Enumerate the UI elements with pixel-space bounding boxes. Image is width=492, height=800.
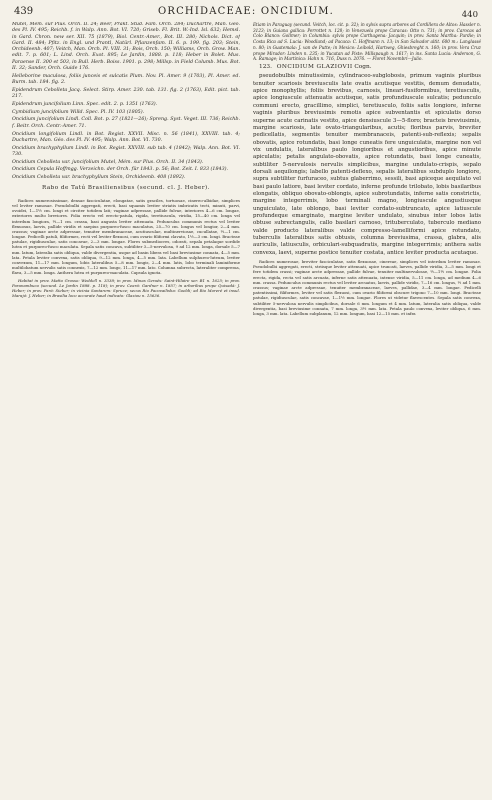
- left-column: [12, 22, 240, 782]
- synonymy-entry: Oncidium juncifolium Lindl. Coll. Bot. p. 27 (1821—26); Spreng. Syst. Veget. III. 736; Reichb. f. Beitr. Orch. Centr.-Amer. 71.: [12, 117, 240, 129]
- species-description: Radices numerosissimae, densae fasciculatae, elongatae, satis graciles, tortuosae, cinereo-albidae, simplices vel leviter ramosae. Pseudobulbi aggregati, erecti, basi squamis leviter striatis imbricatis tecti, minuti, parvi, ovoidei, 1—1½ cm. longi et circiter totidem lati; vaginae adpressae, pallide fulvae, interiores 4—6 cm. longae, exteriores multo breviores. Folia erecto vel erecto-patula, rigida, teretiuscula, viridia, 15—40 cm. longa vel interdum longiora, ½—1 cm. crassa, basi angusta leviter attenuata. Pedunculus communis rectus vel leviter flexuosus, laevis, pallide viridis et saepius purpureo-fusco maculatus, 25—70 cm. longus vel longior, 2—4 mm. crassus; vaginae arcte adpressae, tenuiter membranaceae, acutiusculae, multinerviosae, cucullatae, ½—1 cm. longae. Pedicelli patuli, filiformes, recti vel leviter flexuosi, cum ovario filiformi clavato, 1½—3 cm. longi. Bracteae patulae, rigidiusculae, satis concavae, 2—3 mm. longae. Flores submediocres, odorati, sepala petalaque sordide lutea et purpureo-fusco maculata. Sepala satis concava, subtiliter 3—5-nervulosa, 9 ad 12 mm. longa, dorsale 5—7 mm. latum, lateralia satis obliqua, valde divergentia, usque ad basin libera vel basi breviusime connata, 4—5 mm. lata. Petala leviter convexa, satis obliqua, 9—12 mm. longa, 4—5 mm. lata. Labellum sulphureo-luteum, leviter convexum, 11—17 mm. longum, lobis lateralibus 5—8 mm. longis, 2—4 mm. latis, lobo terminali laminiforme multilobatum nervulis satis connexis, 7—12 mm. longo, 11—17 mm. lato. Columna subrecta, lateraliter compressa, flava, 3—5 mm. longa. Anthera lutea et purpureo-maculata. Capsula ignota.: [12, 197, 240, 276]
- species-author: Cogn.: [354, 63, 372, 70]
- habitat-paragraph: Habitat in prov. Matto Grosso: Weddell n. 3338; in prov. Minas Geraës: Saint-Hilaire ser. B1 n. 1625; in prov. Paranambuco (secund. Le Jardin 1888. p. 118); in prov. Ceará: Gardner n. 1857; in arboribus prope Quixadá: J. Heber; in prov. Pará: Sieber; in vicinia Santarem: Spruce; secus Rio Pacovailisha: Goeldi; ad Rio Moreré et insul. Marajó: J. Heber; in Brasilia loco accurate haud indicato: Glaziou n. 15636.: [12, 277, 240, 299]
- page-number-right: 440: [461, 10, 478, 20]
- synonymy-list: [12, 22, 240, 181]
- synonymy-entry: Oncidium Cepula Hoffmgg. Verzeichn. der Orch. für 1843. p. 56; Bot. Zeit. I. 833 (1843).: [12, 167, 229, 173]
- synonymy-entry: Oncidium longifolium Lindl. in Bot. Regist. XXVII. Misc. n. 56 (1841), XXVIII. tab. 4; Duchartre, Man. Géo. des Pl. IV. 495; Walp. Ann. Bot. VI. 730.: [12, 131, 240, 143]
- synonymy-entry: Mutel, Mém. sur Plus. Orch. II. 24; Beer, Prakt. Stud. Fam. Orch. 284; Duchartre, Man. Géo. des Pl. IV. 495; Reichb. f. in Walp. Ann. Bot. VI. 720; Griseb. Fl. Brit. W.-Ind. Isl. 632; Hemsl. in Gard. Chron. new ser. XII. 75 (1879), Biol. Centr.-Amer., Bot. III. 280; Nichols. Dict. of Gard. II. 484; Pfitz. in Engl. und Prantl, Natürl. Pflanzenfam. II. 6. p. 199. fig. 203; Stein, Orchideenb. 407; Veitch, Man. Orch. Pl. VIII. 31; Bois, Orch. 150; Williams, Orch. Grow. Man. edit. 7. p. 601; L. Lind. Orch. Exot. 895; Le Jardin, 1888. p. 118; Heber in Bolet. Mus. Paraense II. 300 et 503, in Bull. Herb. Boiss. 1901. p. 298; Millsp. in Field Columb. Mus. Bot. II. 32; Sander, Orch. Guide 176.: [12, 22, 240, 71]
- page-number-left: 439: [14, 6, 34, 17]
- species-heading: [253, 64, 481, 72]
- running-head-title: ORCHIDACEAE: ONCIDIUM.: [157, 6, 335, 17]
- running-head: [0, 6, 492, 20]
- vernacular-name: Rabo de Tatú Brasiliensibus (secund. cl. J. Heber).: [42, 185, 210, 192]
- synonymy-entry: Epidendrum juncifolium Linn. Spec. edit. 2. p. 1351 (1763).: [12, 101, 158, 107]
- species-description: Radices numerosae, breviter fasciculatae, satis flexuosae, cinereae, simplices vel interdum leviter ramosae. Pseudobulbi aggregati, erecti, striisque leviter attenuati, apice truncati, laeves, pallide viridia, 3—5 mm. longi et fere totidem crassi; vaginae arcte adpressae, pallide fulvae, tenuiter multinervulosae, ½—1½ cm. longae. Folia erecta, rigida, recta vel satis arcuata, inferne satis attenuata, intense viridia, 5—11 cm. longa, ad medium 4—6 mm. crassa. Pedunculus communis rectus vel leviter arcuatus, laevis, pallide viridis, 7—16 cm. longus, ½ ad 1 mm. crassus; vaginae arcte adpressae, tenuiter membranaceae, laeves, pallidae, 3—4 mm. longae. Pedicelli patentissimi, filiformes, leviter vel satis flexuosi, cum ovario filiformi obscure trigono 7—10 mm. longi. Bracteae patulae, rigidiusculae, satis concavae, 1—1½ mm. longae. Flores ut videtur flavescentes. Sepala satis convexa, subtiliter 5-nervulosa nervulis simplicibus, dorsale 6 mm. longum et 4 mm. latum, lateralia satis obliqua, valde divergentia, basi breviusime connata, 7 mm. longa, 3½ mm. lata. Petala paulo convexa, leviter obliqua, 6 mm. longa, 3 mm. lata. Labellum subplanum, 12 mm. longum, basi 12—15 mm. et infra: [253, 259, 481, 316]
- species-name: ONCIDIUM GLAZIOVII: [276, 63, 353, 70]
- synonymy-entry: Oncidium Cebolleta var. juncifolium Mutel, Mém. sur Plus. Orch. II. 34 (1843).: [12, 159, 204, 165]
- synonymy-entry: Cymbidium juncifolium Willd. Spec. Pl. IV. 103 (1805).: [12, 109, 145, 115]
- habitat-continuation: Etiam in Paraguay (secund. Veitch, loc. cit. p. 32); in sylvis supra arbores ad Cordillera de Altos: Hassler n. 3123; in Guiana gallica: Perrottet n. 128; in Venezuela prope Caracas: Otto n. 731; in prov. Carocas ad Colo Blanco: Gollmer; in Columbia: sylvis prope Carthagena: Jacquin; in prov. Santa Martha: Purdie; in Costa Rica ad S. Lucia: Woodland; ad Pacaca: C. Hoffmann n. 13; in San Salvador altit. 600 m.: Langlassé n. 80; in Guatemala: J. van de Putte; in Mexico: Leibold, Hartweg, Ghiesbreght n. 160; in prov. Vera Cruz prope Mirador: Linden n. 235; in Yucatan ad Piste: Millspaugh n. 1617; in ins. Santa Lucia: Anderson, G. A. Ramage; in Martinica: Hahn n. 716, Duss n. 2076. — Floret Novembri—Julio.: [253, 22, 481, 62]
- synonymy-entry: Epidendrum Cebolleta Jacq. Select. Stirp. Amer. 230. tab. 131. fig. 2 (1763), Edit. pict. tab. 217.: [12, 87, 240, 100]
- species-diagnosis: pseudobulbis minutissimis, cylindraceo-subglobosis, primum vaginis pluribus tenuiter scariosis breviusculis late ovatis acutisque vestitis, demum denudatis, apice monophyllis; foliis brevibus, carnosis, lineari-fusiformibus, teretiusculis, apice longiuscule attenuatis acutisque, satis profundiuscule sulcatis; pedunculo communi erecto, gracillimo, simplici, teretiusculo, foliis satis longiore, inferne vaginis pluribus breviusimis remotis apice subventantis et spiculatis dorso superne acute carinatis vestito, apice densiuscule 3—5-floro; bracteis breviusimis, margine scariosis, late ovato-triangularibus, acutis; floribus parvis, breviter pedicellatis, segmentis tenuiter membranaceis, patenti-sub-reflexis; sepalis obovatis, apice rotundatis, basi longe cuneatis fere unguiculatis, margine non vel vix undulatis, lateralibus paulo longioribus et angustioribus, apice minute apiculatis; petalis angulato-obovatis, apice rotundatis, basi longe cuneatis, subtiliter 5-nervulosis nervulis simplicibus, margine undulato-crispis, sepalo dorsali aequilongis; labello patenti-deflexo, sepalis lateralibus subduplo longiore, supra subtiliter furfuraceo, subtus glaberrimo, sessili, basi apiceque aequilato vel basi paulo latiore, basi leviter cordato, inferne profunde trilobato, lobis basilaribus elongatis, obliquo obovato-oblongis, apice subrotundatis, inferne satis constrictis, margine integerrimis, lobo terminali magno, longiuscule angustiusque unguiculato, late oblongo, basi leviter cordato-subtruncato, apice latiuscule profundeque emarginato, margine leviter undulato, sinubus inter lobos latis obtuse subrectangulis, callo basilari carnoso, trituberculato, tuberculo mediano valde producto lateralibus valde compresso-lamelliformi apice rotundato, tuberculis lateralibus satis obtusis, columna breviusima, crassa, glabra, alis auriculis, latiusculis, orbiculari-subquadratis, margine integerrimis; anthera satis convexa, laevi, superne postice tenuiter costata, antice leviter producta acutaque.: [253, 73, 481, 256]
- right-column: [253, 22, 481, 782]
- synonymy-entry: Helleborine maculosa, foliis junceis et sulcatis Plum. Nov. Pl. Amer. 9 (1703), Pl. Amer. ed. Burm. tab. 184. fig. 2.: [12, 73, 240, 86]
- species-number: 123.: [259, 63, 272, 70]
- synonymy-entry: Oncidium brachyphyllum Lindl. in Bot. Regist. XXVIII. sub tab. 4 (1842); Walp. Ann. Bot. VI. 730.: [12, 145, 240, 157]
- synonymy-entry: Oncidium Cebolleta var. brachyphyllum Stein, Orchideenb. 408 (1892).: [12, 175, 186, 181]
